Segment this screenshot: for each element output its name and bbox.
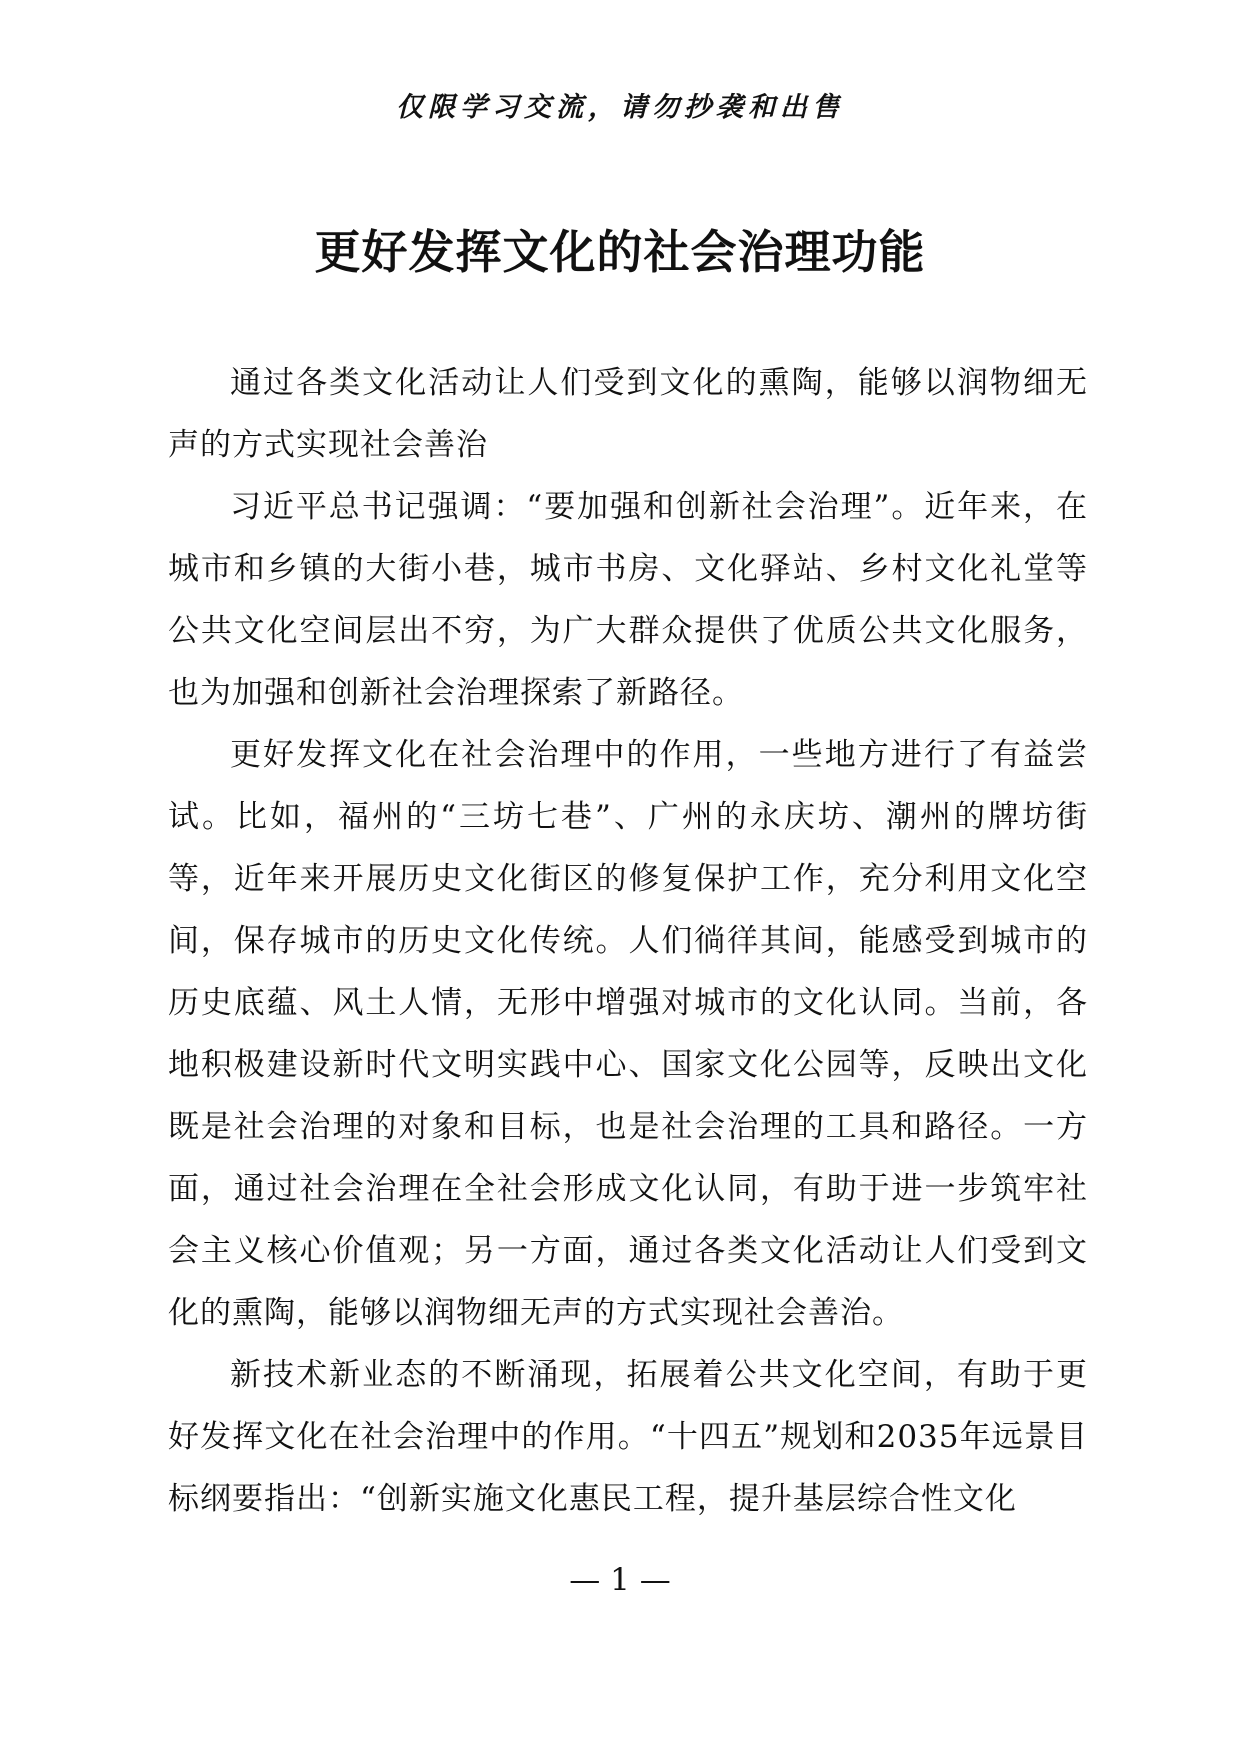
paragraph-4: 新技术新业态的不断涌现，拓展着公共文化空间，有助于更好发挥文化在社会治理中的作用。“十四五”规划和2035年远景目标纲要指出：“创新实施文化惠民工程，提升基层综合性文化: [168, 1357, 1088, 1517]
page-number: — 1 —: [569, 1562, 671, 1598]
document-title: 更好发挥文化的社会治理功能: [314, 225, 926, 279]
header-note: 仅限学习交流，请勿抄袭和出售: [396, 92, 844, 123]
document-body: [168, 352, 1088, 1530]
paragraph-1: 通过各类文化活动让人们受到文化的熏陶，能够以润物细无声的方式实现社会善治: [168, 365, 1088, 463]
paragraph-3: 更好发挥文化在社会治理中的作用，一些地方进行了有益尝试。比如，福州的“三坊七巷”、广州的永庆坊、潮州的牌坊街等，近年来开展历史文化街区的修复保护工作，充分利用文化空间，保存城市的历史文化传统。人们徜徉其间，能感受到城市的历史底蕴、风土人情，无形中增强对城市的文化认同。当前，各地积极建设新时代文明实践中心、国家文化公园等，反映出文化既是社会治理的对象和目标，也是社会治理的工具和路径。一方面，通过社会治理在全社会形成文化认同，有助于进一步筑牢社会主义核心价值观；另一方面，通过各类文化活动让人们受到文化的熏陶，能够以润物细无声的方式实现社会善治。: [168, 737, 1088, 1331]
paragraph-2: 习近平总书记强调：“要加强和创新社会治理”。近年来，在城市和乡镇的大街小巷，城市书房、文化驿站、乡村文化礼堂等公共文化空间层出不穷，为广大群众提供了优质公共文化服务，也为加强和创新社会治理探索了新路径。: [168, 489, 1088, 711]
